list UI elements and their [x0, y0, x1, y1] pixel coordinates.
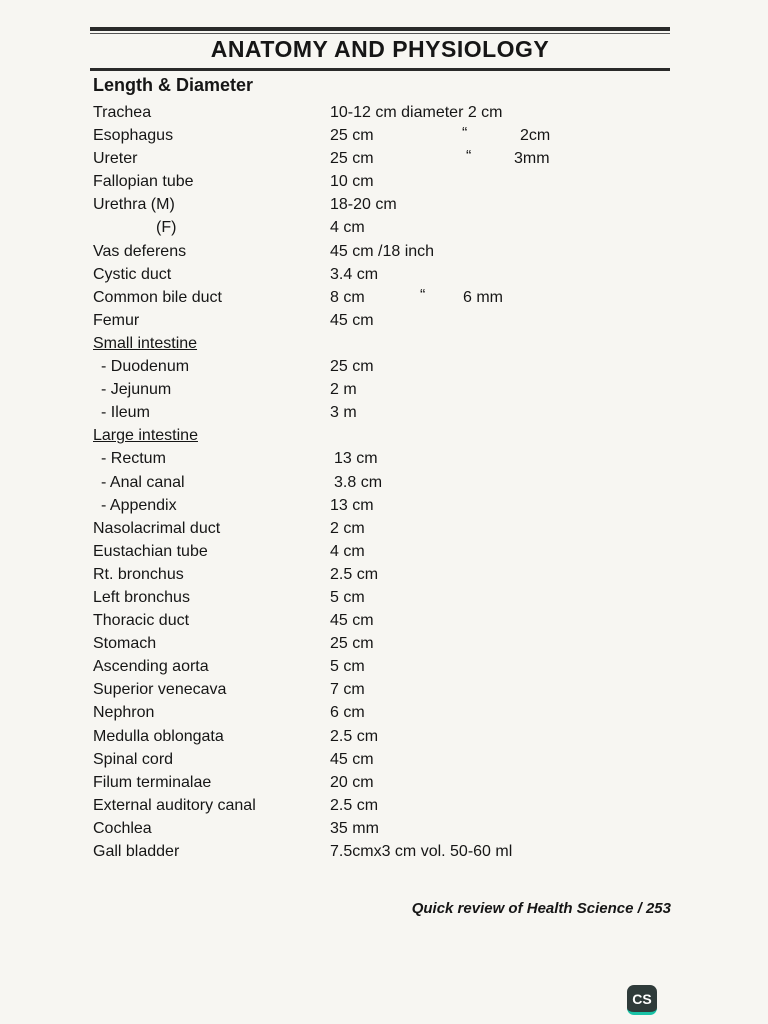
measurement-value: 5 cm	[330, 658, 365, 676]
organ-name: Small intestine	[93, 334, 198, 352]
organ-name: Filum terminalae	[93, 773, 212, 791]
organ-name: Trachea	[93, 104, 152, 121]
organ-name: Large intestine	[93, 427, 198, 445]
page-footer: Quick review of Health Science / 253	[411, 900, 671, 917]
table-row	[0, 794, 768, 817]
organ-name: - Appendix	[101, 496, 177, 514]
measurement-value: 6 cm	[330, 704, 365, 722]
measurement-value: 25 cm	[330, 635, 374, 653]
table-row	[0, 309, 768, 332]
diameter-value: 6 mm	[463, 288, 503, 306]
organ-name: Thoracic duct	[93, 612, 190, 630]
table-row	[0, 263, 768, 286]
measurement-value: 4 cm	[330, 542, 365, 560]
organ-name: - Ileum	[101, 404, 150, 422]
diameter-value: 2cm	[520, 127, 551, 145]
table-row	[0, 771, 768, 794]
organ-name: Rt. bronchus	[93, 565, 184, 583]
organ-name: Cystic duct	[93, 265, 172, 283]
organ-name: - Anal canal	[101, 473, 185, 491]
organ-name: Nephron	[93, 704, 155, 722]
measurement-list	[0, 101, 768, 863]
table-row	[0, 471, 768, 494]
table-row	[0, 447, 768, 470]
measurement-value: 35 mm	[330, 819, 379, 837]
measurement-value: 25 cm	[330, 127, 374, 145]
table-row	[0, 748, 768, 771]
table-row	[0, 494, 768, 517]
organ-name: Vas deferens	[93, 242, 187, 260]
organ-name: - Rectum	[101, 450, 166, 468]
table-row	[0, 401, 768, 424]
table-row	[0, 540, 768, 563]
organ-name: Eustachian tube	[93, 542, 208, 560]
header-rule-top	[90, 27, 670, 31]
measurement-value: 25 cm	[330, 358, 374, 376]
organ-name: (F)	[156, 219, 177, 237]
measurement-value: 2 cm	[330, 519, 365, 537]
ditto-mark: “	[462, 125, 468, 143]
organ-name: Ascending aorta	[93, 658, 209, 676]
measurement-value: 3 m	[330, 404, 357, 422]
measurement-value: 25 cm	[330, 150, 374, 168]
measurement-value: 45 cm	[330, 311, 374, 329]
table-row	[0, 840, 768, 863]
measurement-value: 45 cm	[330, 612, 374, 630]
header-rule-bottom	[90, 68, 670, 71]
table-row	[0, 147, 768, 170]
table-row	[0, 124, 768, 147]
measurement-value: 20 cm	[330, 773, 374, 791]
diameter-value: 3mm	[514, 150, 550, 168]
measurement-value: 5 cm	[330, 588, 365, 606]
measurement-value: 45 cm /18 inch	[330, 242, 435, 260]
table-row	[0, 355, 768, 378]
organ-name: Urethra (M)	[93, 196, 175, 214]
measurement-value: 7.5cmx3 cm vol. 50-60 ml	[330, 843, 513, 860]
organ-name: - Duodenum	[101, 358, 190, 376]
table-row	[0, 609, 768, 632]
table-row	[0, 240, 768, 263]
table-row	[0, 632, 768, 655]
camscanner-logo-icon: CS	[627, 985, 657, 1015]
measurement-value: 13 cm	[334, 450, 378, 468]
table-row	[0, 170, 768, 193]
organ-name: Stomach	[93, 635, 157, 653]
measurement-value: 8 cm	[330, 288, 365, 306]
table-row	[0, 701, 768, 724]
ditto-mark: “	[420, 286, 426, 304]
table-row	[0, 216, 768, 239]
organ-name: Superior venecava	[93, 681, 227, 699]
table-row	[0, 655, 768, 678]
table-row	[0, 378, 768, 401]
table-row	[0, 193, 768, 216]
section-heading: Length & Diameter	[93, 75, 254, 95]
measurement-value: 2 m	[330, 381, 357, 399]
measurement-value: 3.4 cm	[330, 265, 379, 283]
organ-name: Esophagus	[93, 127, 174, 145]
section-subheading-row	[0, 424, 768, 447]
organ-name: Common bile duct	[93, 288, 222, 306]
measurement-value: 13 cm	[330, 496, 374, 514]
table-row	[0, 586, 768, 609]
table-row	[0, 678, 768, 701]
measurement-value: 3.8 cm	[334, 473, 383, 491]
page-title: ANATOMY AND PHYSIOLOGY	[210, 36, 550, 62]
measurement-value: 2.5 cm	[330, 565, 379, 583]
table-row	[0, 563, 768, 586]
table-row	[0, 725, 768, 748]
organ-name: Medulla oblongata	[93, 727, 224, 745]
organ-name: Femur	[93, 311, 140, 329]
measurement-value: 45 cm	[330, 750, 374, 768]
organ-name: Ureter	[93, 150, 138, 168]
table-row	[0, 517, 768, 540]
organ-name: Gall bladder	[93, 843, 180, 860]
organ-name: External auditory canal	[93, 796, 256, 814]
measurement-value: 7 cm	[330, 681, 365, 699]
organ-name: Fallopian tube	[93, 173, 194, 191]
measurement-value: 10-12 cm diameter 2 cm	[330, 104, 503, 121]
measurement-value: 10 cm	[330, 173, 374, 191]
header-rule-top-thin	[90, 33, 670, 34]
ditto-mark: “	[466, 148, 472, 166]
organ-name: Nasolacrimal duct	[93, 519, 221, 537]
organ-name: - Jejunum	[101, 381, 172, 399]
measurement-value: 18-20 cm	[330, 196, 397, 214]
table-row	[0, 817, 768, 840]
table-row	[0, 101, 768, 124]
organ-name: Left bronchus	[93, 588, 190, 606]
organ-name: Spinal cord	[93, 750, 174, 768]
measurement-value: 2.5 cm	[330, 796, 379, 814]
measurement-value: 2.5 cm	[330, 727, 379, 745]
section-subheading-row	[0, 332, 768, 355]
table-row	[0, 286, 768, 309]
measurement-value: 4 cm	[330, 219, 365, 237]
organ-name: Cochlea	[93, 819, 152, 837]
